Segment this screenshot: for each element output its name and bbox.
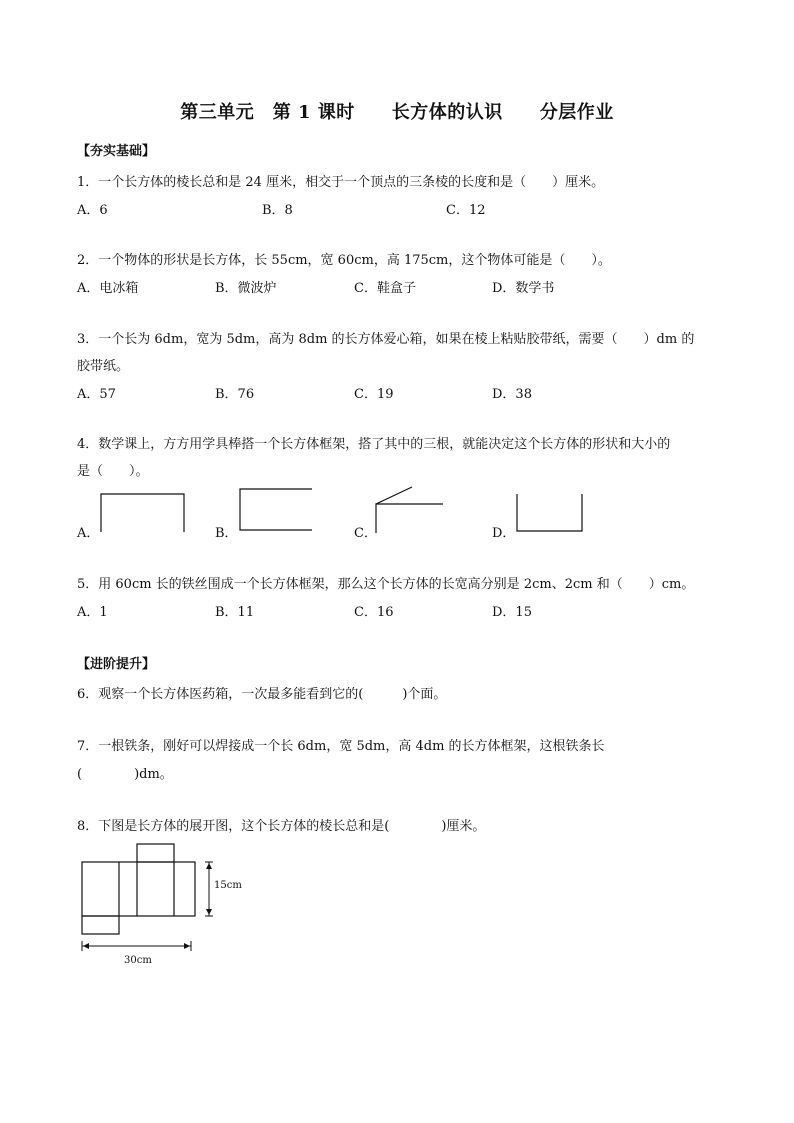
question-4-line2: 是（ ）。: [77, 464, 149, 479]
q5-option-d: D．15: [492, 605, 532, 620]
q4-figure-d: [515, 492, 585, 534]
q5-option-b: B．11: [215, 605, 255, 620]
q5-option-a: A．1: [77, 605, 108, 620]
q3-option-a: A．57: [77, 387, 116, 402]
q2-option-b: B．微波炉: [215, 281, 277, 296]
net-width-label: 30cm: [124, 955, 152, 966]
question-8: 8．下图是长方体的展开图，这个长方体的棱长总和是( )厘米。: [77, 819, 486, 834]
cuboid-net-diagram: [78, 842, 248, 968]
q4-option-c: C．: [354, 526, 377, 541]
q4-figure-a: [100, 492, 186, 534]
question-1: 1．一个长方体的棱长总和是 24 厘米，相交于一个顶点的三条棱的长度和是（ ）厘米。: [77, 175, 605, 190]
q3-option-b: B．76: [215, 387, 255, 402]
section-basic-heading: 【夯实基础】: [77, 144, 156, 159]
q1-option-a: A．6: [77, 203, 108, 218]
q4-figure-c: [374, 485, 446, 535]
page-title: 第三单元 第 1 课时 长方体的认识 分层作业: [180, 102, 614, 123]
q2-option-c: C．鞋盒子: [354, 281, 416, 296]
q1-option-c: C．12: [446, 203, 486, 218]
q3-option-d: D．38: [492, 387, 532, 402]
question-5: 5．用 60cm 长的铁丝围成一个长方体框架，那么这个长方体的长宽高分别是 2cm、2cm 和（ ）cm。: [77, 577, 695, 592]
q5-option-c: C．16: [354, 605, 394, 620]
q2-option-a: A．电冰箱: [77, 281, 139, 296]
q4-option-b: B．: [215, 526, 238, 541]
net-height-label: 15cm: [214, 880, 242, 891]
question-3-line2: 胶带纸。: [77, 359, 130, 374]
question-3: 3．一个长为 6dm，宽为 5dm，高为 8dm 的长方体爱心箱，如果在棱上粘贴胶带纸，需要（ ）dm 的: [77, 332, 695, 347]
question-6: 6．观察一个长方体医药箱，一次最多能看到它的( )个面。: [77, 687, 447, 702]
q2-option-d: D．数学书: [492, 281, 555, 296]
question-7: 7．一根铁条，刚好可以焊接成一个长 6dm，宽 5dm，高 4dm 的长方体框架，这根铁条长: [77, 739, 605, 754]
question-4: 4．数学课上，方方用学具棒搭一个长方体框架，搭了其中的三根，就能决定这个长方体的形状和大小的: [77, 437, 671, 452]
q4-option-d: D．: [492, 526, 516, 541]
question-2: 2．一个物体的形状是长方体，长 55cm，宽 60cm，高 175cm，这个物体可能是（ ）。: [77, 253, 611, 268]
q1-option-b: B．8: [262, 203, 293, 218]
q4-figure-b: [238, 487, 314, 533]
q3-option-c: C．19: [354, 387, 394, 402]
question-7-line2: ( )dm。: [77, 767, 173, 782]
section-advanced-heading: 【进阶提升】: [77, 657, 156, 672]
q4-option-a: A．: [77, 526, 100, 541]
